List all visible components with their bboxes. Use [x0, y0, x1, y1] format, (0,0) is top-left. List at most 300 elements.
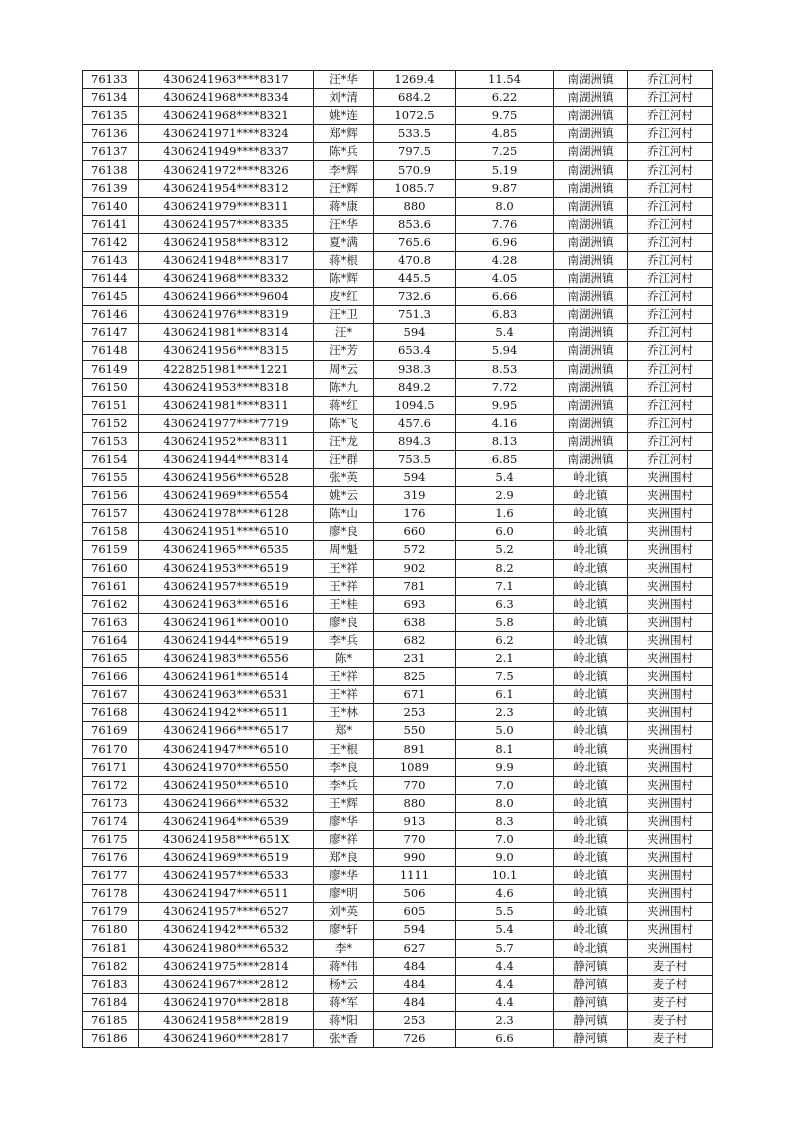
amount-cell: 6.96	[456, 233, 554, 251]
name-cell: 王*桂	[314, 595, 374, 613]
area-cell: 594	[374, 921, 456, 939]
village-cell: 麦子村	[628, 1011, 713, 1029]
row-number-cell: 76151	[83, 396, 139, 414]
area-cell: 627	[374, 939, 456, 957]
area-cell: 570.9	[374, 161, 456, 179]
village-cell: 夹洲围村	[628, 867, 713, 885]
amount-cell: 4.85	[456, 125, 554, 143]
area-cell: 902	[374, 559, 456, 577]
village-cell: 夹洲围村	[628, 722, 713, 740]
row-number-cell: 76166	[83, 668, 139, 686]
town-cell: 岭北镇	[554, 577, 628, 595]
id-number-cell: 4306241971****8324	[139, 125, 314, 143]
id-number-cell: 4306241970****2818	[139, 993, 314, 1011]
row-number-cell: 76165	[83, 650, 139, 668]
area-cell: 781	[374, 577, 456, 595]
row-number-cell: 76137	[83, 143, 139, 161]
village-cell: 夹洲围村	[628, 686, 713, 704]
row-number-cell: 76186	[83, 1029, 139, 1047]
id-number-cell: 4228251981****1221	[139, 360, 314, 378]
name-cell: 廖*华	[314, 812, 374, 830]
id-number-cell: 4306241953****6519	[139, 559, 314, 577]
row-number-cell: 76179	[83, 903, 139, 921]
town-cell: 岭北镇	[554, 704, 628, 722]
area-cell: 660	[374, 523, 456, 541]
row-number-cell: 76135	[83, 107, 139, 125]
row-number-cell: 76171	[83, 758, 139, 776]
area-cell: 913	[374, 812, 456, 830]
village-cell: 乔江河村	[628, 179, 713, 197]
amount-cell: 6.3	[456, 595, 554, 613]
name-cell: 汪*芳	[314, 342, 374, 360]
row-number-cell: 76146	[83, 306, 139, 324]
town-cell: 岭北镇	[554, 559, 628, 577]
row-number-cell: 76142	[83, 233, 139, 251]
village-cell: 夹洲围村	[628, 885, 713, 903]
table-row	[83, 432, 713, 450]
town-cell: 岭北镇	[554, 650, 628, 668]
area-cell: 849.2	[374, 378, 456, 396]
row-number-cell: 76181	[83, 939, 139, 957]
table-row	[83, 668, 713, 686]
town-cell: 岭北镇	[554, 631, 628, 649]
name-cell: 廖*祥	[314, 830, 374, 848]
name-cell: 王*祥	[314, 577, 374, 595]
table-row	[83, 921, 713, 939]
table-row	[83, 939, 713, 957]
name-cell: 廖*华	[314, 867, 374, 885]
row-number-cell: 76185	[83, 1011, 139, 1029]
town-cell: 南湖洲镇	[554, 450, 628, 468]
table-row	[83, 179, 713, 197]
table-row	[83, 125, 713, 143]
id-number-cell: 4306241957****8335	[139, 215, 314, 233]
row-number-cell: 76177	[83, 867, 139, 885]
id-number-cell: 4306241958****2819	[139, 1011, 314, 1029]
id-number-cell: 4306241961****6514	[139, 668, 314, 686]
area-cell: 1111	[374, 867, 456, 885]
row-number-cell: 76150	[83, 378, 139, 396]
village-cell: 夹洲围村	[628, 939, 713, 957]
table-row	[83, 469, 713, 487]
name-cell: 姚*云	[314, 487, 374, 505]
name-cell: 蒋*根	[314, 251, 374, 269]
town-cell: 南湖洲镇	[554, 378, 628, 396]
name-cell: 汪*华	[314, 215, 374, 233]
row-number-cell: 76169	[83, 722, 139, 740]
name-cell: 王*祥	[314, 686, 374, 704]
amount-cell: 1.6	[456, 505, 554, 523]
table-row	[83, 360, 713, 378]
table-row	[83, 830, 713, 848]
village-cell: 乔江河村	[628, 414, 713, 432]
amount-cell: 7.0	[456, 776, 554, 794]
area-cell: 484	[374, 957, 456, 975]
area-cell: 484	[374, 993, 456, 1011]
row-number-cell: 76134	[83, 89, 139, 107]
table-row	[83, 396, 713, 414]
amount-cell: 8.1	[456, 740, 554, 758]
amount-cell: 5.94	[456, 342, 554, 360]
town-cell: 岭北镇	[554, 885, 628, 903]
town-cell: 南湖洲镇	[554, 288, 628, 306]
village-cell: 麦子村	[628, 1029, 713, 1047]
town-cell: 岭北镇	[554, 722, 628, 740]
name-cell: 李*兵	[314, 631, 374, 649]
amount-cell: 7.72	[456, 378, 554, 396]
amount-cell: 4.05	[456, 270, 554, 288]
id-number-cell: 4306241944****6519	[139, 631, 314, 649]
area-cell: 550	[374, 722, 456, 740]
table-row	[83, 849, 713, 867]
village-cell: 乔江河村	[628, 107, 713, 125]
village-cell: 乔江河村	[628, 161, 713, 179]
row-number-cell: 76173	[83, 794, 139, 812]
area-cell: 506	[374, 885, 456, 903]
id-number-cell: 4306241958****8312	[139, 233, 314, 251]
town-cell: 岭北镇	[554, 686, 628, 704]
amount-cell: 5.2	[456, 541, 554, 559]
table-row	[83, 487, 713, 505]
name-cell: 廖*轩	[314, 921, 374, 939]
village-cell: 乔江河村	[628, 89, 713, 107]
id-number-cell: 4306241956****6528	[139, 469, 314, 487]
row-number-cell: 76143	[83, 251, 139, 269]
town-cell: 南湖洲镇	[554, 396, 628, 414]
amount-cell: 5.0	[456, 722, 554, 740]
table-row	[83, 89, 713, 107]
row-number-cell: 76163	[83, 613, 139, 631]
area-cell: 253	[374, 704, 456, 722]
village-cell: 乔江河村	[628, 288, 713, 306]
amount-cell: 8.13	[456, 432, 554, 450]
table-body	[83, 71, 713, 1048]
area-cell: 231	[374, 650, 456, 668]
amount-cell: 8.0	[456, 794, 554, 812]
area-cell: 797.5	[374, 143, 456, 161]
area-cell: 253	[374, 1011, 456, 1029]
area-cell: 638	[374, 613, 456, 631]
id-number-cell: 4306241958****651X	[139, 830, 314, 848]
name-cell: 蒋*康	[314, 197, 374, 215]
amount-cell: 10.1	[456, 867, 554, 885]
id-number-cell: 4306241948****8317	[139, 251, 314, 269]
row-number-cell: 76156	[83, 487, 139, 505]
name-cell: 汪*龙	[314, 432, 374, 450]
amount-cell: 6.83	[456, 306, 554, 324]
village-cell: 夹洲围村	[628, 812, 713, 830]
id-number-cell: 4306241961****0010	[139, 613, 314, 631]
row-number-cell: 76157	[83, 505, 139, 523]
name-cell: 蒋*军	[314, 993, 374, 1011]
area-cell: 990	[374, 849, 456, 867]
name-cell: 王*根	[314, 740, 374, 758]
village-cell: 乔江河村	[628, 378, 713, 396]
row-number-cell: 76168	[83, 704, 139, 722]
table-row	[83, 975, 713, 993]
village-cell: 夹洲围村	[628, 595, 713, 613]
id-number-cell: 4306241950****6510	[139, 776, 314, 794]
row-number-cell: 76158	[83, 523, 139, 541]
id-number-cell: 4306241968****8332	[139, 270, 314, 288]
town-cell: 静河镇	[554, 1029, 628, 1047]
town-cell: 岭北镇	[554, 776, 628, 794]
village-cell: 夹洲围村	[628, 903, 713, 921]
row-number-cell: 76141	[83, 215, 139, 233]
area-cell: 671	[374, 686, 456, 704]
table-row	[83, 631, 713, 649]
amount-cell: 9.95	[456, 396, 554, 414]
table-row	[83, 758, 713, 776]
village-cell: 乔江河村	[628, 233, 713, 251]
village-cell: 乔江河村	[628, 396, 713, 414]
row-number-cell: 76148	[83, 342, 139, 360]
row-number-cell: 76180	[83, 921, 139, 939]
row-number-cell: 76167	[83, 686, 139, 704]
area-cell: 751.3	[374, 306, 456, 324]
town-cell: 南湖洲镇	[554, 251, 628, 269]
id-number-cell: 4306241957****6527	[139, 903, 314, 921]
village-cell: 乔江河村	[628, 125, 713, 143]
row-number-cell: 76176	[83, 849, 139, 867]
table-row	[83, 595, 713, 613]
area-cell: 682	[374, 631, 456, 649]
name-cell: 王*祥	[314, 668, 374, 686]
id-number-cell: 4306241968****8321	[139, 107, 314, 125]
id-number-cell: 4306241944****8314	[139, 450, 314, 468]
area-cell: 470.8	[374, 251, 456, 269]
row-number-cell: 76164	[83, 631, 139, 649]
row-number-cell: 76155	[83, 469, 139, 487]
amount-cell: 6.85	[456, 450, 554, 468]
table-row	[83, 161, 713, 179]
town-cell: 南湖洲镇	[554, 161, 628, 179]
amount-cell: 9.87	[456, 179, 554, 197]
table-row	[83, 324, 713, 342]
table-row	[83, 233, 713, 251]
name-cell: 廖*良	[314, 613, 374, 631]
name-cell: 蒋*红	[314, 396, 374, 414]
area-cell: 1089	[374, 758, 456, 776]
table-row	[83, 143, 713, 161]
town-cell: 南湖洲镇	[554, 143, 628, 161]
id-number-cell: 4306241966****6532	[139, 794, 314, 812]
area-cell: 572	[374, 541, 456, 559]
table-row	[83, 686, 713, 704]
village-cell: 乔江河村	[628, 197, 713, 215]
amount-cell: 5.8	[456, 613, 554, 631]
table-row	[83, 71, 713, 89]
name-cell: 王*祥	[314, 559, 374, 577]
town-cell: 岭北镇	[554, 867, 628, 885]
name-cell: 汪*辉	[314, 179, 374, 197]
name-cell: 陈*辉	[314, 270, 374, 288]
village-cell: 夹洲围村	[628, 487, 713, 505]
name-cell: 陈*九	[314, 378, 374, 396]
id-number-cell: 4306241976****8319	[139, 306, 314, 324]
amount-cell: 5.19	[456, 161, 554, 179]
amount-cell: 5.5	[456, 903, 554, 921]
area-cell: 684.2	[374, 89, 456, 107]
amount-cell: 6.6	[456, 1029, 554, 1047]
row-number-cell: 76145	[83, 288, 139, 306]
village-cell: 夹洲围村	[628, 740, 713, 758]
row-number-cell: 76161	[83, 577, 139, 595]
town-cell: 南湖洲镇	[554, 89, 628, 107]
village-cell: 乔江河村	[628, 432, 713, 450]
name-cell: 廖*良	[314, 523, 374, 541]
data-table	[82, 70, 713, 1048]
amount-cell: 11.54	[456, 71, 554, 89]
table-row	[83, 270, 713, 288]
name-cell: 王*辉	[314, 794, 374, 812]
amount-cell: 8.53	[456, 360, 554, 378]
table-row	[83, 704, 713, 722]
name-cell: 廖*明	[314, 885, 374, 903]
area-cell: 594	[374, 324, 456, 342]
area-cell: 605	[374, 903, 456, 921]
town-cell: 南湖洲镇	[554, 306, 628, 324]
village-cell: 夹洲围村	[628, 758, 713, 776]
area-cell: 853.6	[374, 215, 456, 233]
village-cell: 夹洲围村	[628, 541, 713, 559]
town-cell: 岭北镇	[554, 595, 628, 613]
town-cell: 岭北镇	[554, 541, 628, 559]
area-cell: 484	[374, 975, 456, 993]
name-cell: 王*林	[314, 704, 374, 722]
name-cell: 汪*群	[314, 450, 374, 468]
village-cell: 夹洲围村	[628, 849, 713, 867]
id-number-cell: 4306241967****2812	[139, 975, 314, 993]
table-row	[83, 1011, 713, 1029]
town-cell: 岭北镇	[554, 830, 628, 848]
table-row	[83, 650, 713, 668]
amount-cell: 4.16	[456, 414, 554, 432]
village-cell: 乔江河村	[628, 270, 713, 288]
amount-cell: 6.66	[456, 288, 554, 306]
row-number-cell: 76182	[83, 957, 139, 975]
id-number-cell: 4306241966****9604	[139, 288, 314, 306]
town-cell: 岭北镇	[554, 812, 628, 830]
town-cell: 静河镇	[554, 957, 628, 975]
amount-cell: 6.22	[456, 89, 554, 107]
amount-cell: 5.4	[456, 324, 554, 342]
area-cell: 1072.5	[374, 107, 456, 125]
id-number-cell: 4306241969****6554	[139, 487, 314, 505]
table-row	[83, 613, 713, 631]
id-number-cell: 4306241980****6532	[139, 939, 314, 957]
id-number-cell: 4306241953****8318	[139, 378, 314, 396]
id-number-cell: 4306241949****8337	[139, 143, 314, 161]
table-row	[83, 993, 713, 1011]
name-cell: 刘*清	[314, 89, 374, 107]
id-number-cell: 4306241947****6510	[139, 740, 314, 758]
table-row	[83, 450, 713, 468]
id-number-cell: 4306241963****8317	[139, 71, 314, 89]
row-number-cell: 76147	[83, 324, 139, 342]
area-cell: 891	[374, 740, 456, 758]
town-cell: 南湖洲镇	[554, 197, 628, 215]
town-cell: 南湖洲镇	[554, 233, 628, 251]
town-cell: 岭北镇	[554, 487, 628, 505]
id-number-cell: 4306241979****8311	[139, 197, 314, 215]
village-cell: 乔江河村	[628, 324, 713, 342]
town-cell: 静河镇	[554, 993, 628, 1011]
row-number-cell: 76139	[83, 179, 139, 197]
table-row	[83, 1029, 713, 1047]
town-cell: 岭北镇	[554, 758, 628, 776]
name-cell: 陈*兵	[314, 143, 374, 161]
town-cell: 岭北镇	[554, 849, 628, 867]
area-cell: 753.5	[374, 450, 456, 468]
id-number-cell: 4306241947****6511	[139, 885, 314, 903]
id-number-cell: 4306241977****7719	[139, 414, 314, 432]
id-number-cell: 4306241954****8312	[139, 179, 314, 197]
id-number-cell: 4306241951****6510	[139, 523, 314, 541]
id-number-cell: 4306241978****6128	[139, 505, 314, 523]
table-row	[83, 306, 713, 324]
town-cell: 岭北镇	[554, 903, 628, 921]
town-cell: 南湖洲镇	[554, 107, 628, 125]
amount-cell: 5.7	[456, 939, 554, 957]
amount-cell: 8.2	[456, 559, 554, 577]
name-cell: 陈*	[314, 650, 374, 668]
area-cell: 765.6	[374, 233, 456, 251]
id-number-cell: 4306241942****6511	[139, 704, 314, 722]
name-cell: 郑*	[314, 722, 374, 740]
town-cell: 静河镇	[554, 975, 628, 993]
table-row	[83, 523, 713, 541]
name-cell: 李*良	[314, 758, 374, 776]
village-cell: 夹洲围村	[628, 704, 713, 722]
village-cell: 夹洲围村	[628, 505, 713, 523]
town-cell: 南湖洲镇	[554, 342, 628, 360]
amount-cell: 8.3	[456, 812, 554, 830]
name-cell: 周*魁	[314, 541, 374, 559]
row-number-cell: 76136	[83, 125, 139, 143]
village-cell: 夹洲围村	[628, 830, 713, 848]
name-cell: 杨*云	[314, 975, 374, 993]
name-cell: 张*英	[314, 469, 374, 487]
area-cell: 445.5	[374, 270, 456, 288]
name-cell: 郑*良	[314, 849, 374, 867]
table-row	[83, 414, 713, 432]
name-cell: 张*香	[314, 1029, 374, 1047]
area-cell: 880	[374, 794, 456, 812]
village-cell: 麦子村	[628, 975, 713, 993]
row-number-cell: 76152	[83, 414, 139, 432]
town-cell: 南湖洲镇	[554, 324, 628, 342]
table-row	[83, 776, 713, 794]
row-number-cell: 76153	[83, 432, 139, 450]
id-number-cell: 4306241966****6517	[139, 722, 314, 740]
row-number-cell: 76138	[83, 161, 139, 179]
town-cell: 岭北镇	[554, 613, 628, 631]
id-number-cell: 4306241972****8326	[139, 161, 314, 179]
town-cell: 岭北镇	[554, 469, 628, 487]
amount-cell: 9.75	[456, 107, 554, 125]
name-cell: 郑*辉	[314, 125, 374, 143]
id-number-cell: 4306241942****6532	[139, 921, 314, 939]
area-cell: 693	[374, 595, 456, 613]
village-cell: 乔江河村	[628, 342, 713, 360]
town-cell: 南湖洲镇	[554, 414, 628, 432]
row-number-cell: 76149	[83, 360, 139, 378]
table-row	[83, 197, 713, 215]
town-cell: 岭北镇	[554, 939, 628, 957]
area-cell: 319	[374, 487, 456, 505]
area-cell: 457.6	[374, 414, 456, 432]
